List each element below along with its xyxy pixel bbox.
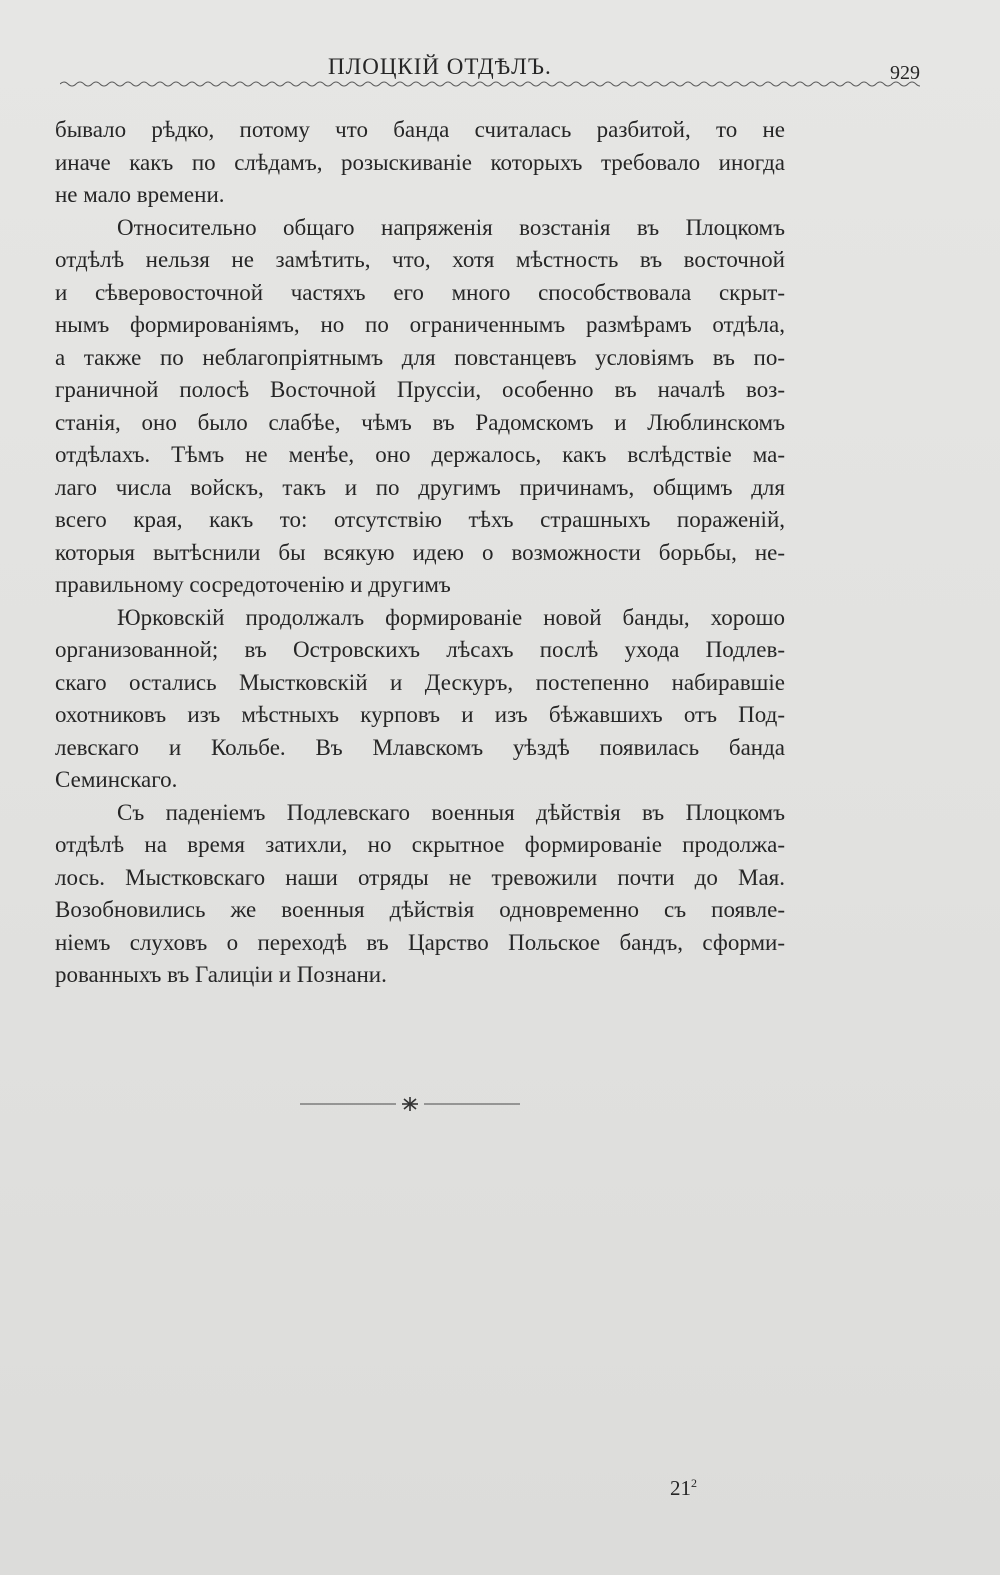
text-line: лаго числа войскъ, такъ и по другимъ причинамъ, общимъ для: [55, 474, 785, 500]
signature-number: 21: [670, 1476, 691, 1500]
text-line: бывало рѣдко, потому что банда считалась разбитой, то не: [55, 117, 785, 142]
asterisk-ornament-icon: [402, 1097, 418, 1111]
text-line: отдѣлѣ на время затихли, но скрытное формированіе продолжа-: [55, 832, 785, 857]
text-line: Возобновились же военныя дѣйствія одновременно съ появле-: [55, 897, 785, 922]
text-line: скаго остались Мыстковскій и Дескуръ, постепенно набиравшіе: [55, 669, 785, 695]
signature-mark: [670, 1476, 697, 1501]
page-header: [60, 48, 920, 108]
text-line: охотниковъ изъ мѣстныхъ курповъ и изъ бѣжавшихъ отъ Под-: [55, 702, 785, 727]
text-line: ніемъ слуховъ о переходѣ въ Царство Польское бандъ, сформи-: [55, 929, 785, 955]
text-line: отдѣлѣ нельзя не замѣтить, что, хотя мѣстность въ восточной: [55, 247, 785, 272]
text-line: рованныхъ въ Галиціи и Познани.: [55, 962, 387, 987]
signature-superscript: 2: [691, 1476, 697, 1490]
text-line: лось. Мыстковскаго наши отряды не тревожили почти до Мая.: [55, 864, 785, 890]
text-line: станія, оно было слабѣе, чѣмъ въ Радомскомъ и Люблинскомъ: [55, 409, 785, 435]
text-line: Юрковскій продолжалъ формированіе новой банды, хорошо: [117, 604, 785, 630]
text-line: и сѣверовосточной частяхъ его много способствовала скрыт-: [55, 279, 785, 305]
text-line: не мало времени.: [55, 182, 225, 207]
text-line: а также по неблагопріятнымъ для повстанцевъ условіямъ въ по-: [55, 344, 785, 370]
text-line: граничной полосѣ Восточной Пруссіи, особенно въ началѣ воз-: [55, 377, 785, 402]
text-line: нымъ формированіямъ, но по ограниченнымъ размѣрамъ отдѣла,: [55, 312, 785, 337]
text-line: Семинскаго.: [55, 767, 178, 792]
text-line: левскаго и Кольбе. Въ Млавскомъ уѣздѣ появилась банда: [55, 734, 785, 760]
page-number: 929: [890, 62, 920, 84]
text-line: правильному сосредоточенію и другимъ: [55, 572, 451, 597]
running-title: ПЛОЦКІЙ ОТДѢЛЪ.: [328, 54, 552, 79]
text-line: организованной; въ Островскихъ лѣсахъ послѣ ухода Подлев-: [55, 637, 785, 662]
header-wavy-rule: [60, 78, 920, 90]
paragraph-3: [55, 602, 785, 797]
paragraph-4: [55, 797, 785, 992]
text-line: которыя вытѣснили бы всякую идею о возможности борьбы, не-: [55, 539, 785, 565]
body-text: [55, 114, 785, 992]
section-end-ornament: [300, 1094, 520, 1114]
text-line: Относительно общаго напряженія возстанія въ Плоцкомъ: [117, 214, 785, 240]
paragraph-2: [55, 212, 785, 602]
text-line: иначе какъ по слѣдамъ, розыскиваніе которыхъ требовало иногда: [55, 149, 785, 175]
paragraph-1: [55, 114, 785, 212]
text-line: отдѣлахъ. Тѣмъ не менѣе, оно держалось, какъ вслѣдствіе ма-: [55, 442, 785, 467]
text-line: всего края, какъ то: отсутствію тѣхъ страшныхъ пораженій,: [55, 507, 785, 532]
text-line: Съ паденіемъ Подлевскаго военныя дѣйствія въ Плоцкомъ: [117, 799, 785, 825]
